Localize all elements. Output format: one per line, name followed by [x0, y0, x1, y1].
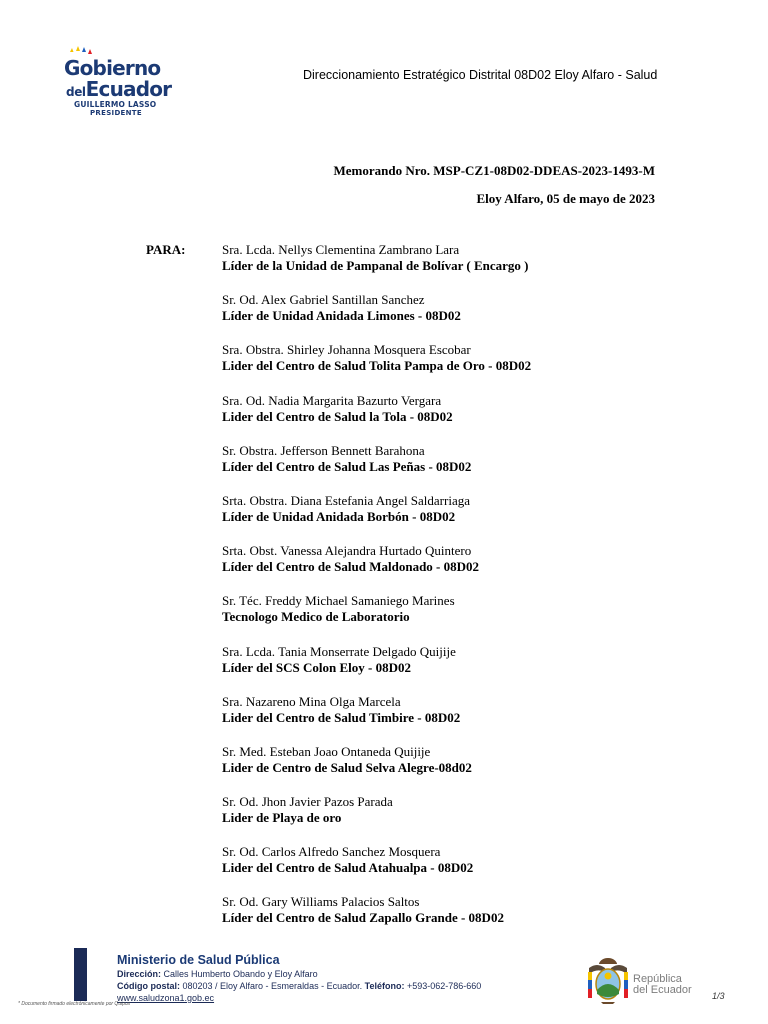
recipient-name: Sr. Med. Esteban Joao Ontaneda Quijije: [222, 743, 431, 759]
recipient-name: Sra. Lcda. Nellys Clementina Zambrano Lara: [222, 242, 460, 257]
recipient-title: Líder de la Unidad de Pampanal de Bolívar ( Encargo ): [222, 258, 529, 273]
recipient-item: [222, 644, 702, 694]
footer-accent-bar: [74, 948, 87, 1001]
recipient-item: [222, 242, 702, 292]
footer-address: Dirección: Calles Humberto Obando y Eloy Alfaro: [117, 969, 318, 979]
recipient-item: [222, 694, 702, 744]
footer-postal-phone: Código postal: 080203 / Eloy Alfaro - Esmeraldas - Ecuador. Teléfono: +593-062-786-660: [117, 981, 482, 991]
recipient-name: Sr. Od. Jhon Javier Pazos Parada: [222, 794, 393, 810]
recipient-item: [222, 493, 702, 543]
recipient-name: Srta. Obstra. Diana Estefania Angel Saldarriaga: [222, 492, 470, 508]
gobierno-ecuador-logo: [60, 46, 176, 118]
recipient-item: [222, 393, 702, 443]
recipient-item: [222, 844, 702, 894]
recipient-name: Sr. Téc. Freddy Michael Samaniego Marines: [222, 593, 455, 609]
recipient-title: Tecnologo Medico de Laboratorio: [222, 609, 410, 625]
recipient-item: [222, 794, 702, 844]
recipient-list: [222, 242, 702, 945]
recipient-name: Sr. Obstra. Jefferson Bennett Barahona: [222, 442, 425, 458]
memo-date: Eloy Alfaro, 05 de mayo de 2023: [476, 191, 655, 206]
recipient-item: [222, 342, 702, 392]
recipient-name: Sr. Od. Gary Williams Palacios Saltos: [222, 894, 420, 910]
recipient-item: [222, 292, 702, 342]
recipient-name: Sr. Od. Alex Gabriel Santillan Sanchez: [222, 292, 425, 308]
logo-president-name: GUILLERMO LASSO: [74, 100, 157, 109]
recipient-name: Sra. Obstra. Shirley Johanna Mosquera Escobar: [222, 342, 471, 358]
para-label: PARA:: [146, 242, 186, 257]
recipient-title: Líder del Centro de Salud Las Peñas - 08D02: [222, 458, 472, 474]
recipient-title: Lider de Centro de Salud Selva Alegre-08d02: [222, 759, 472, 775]
recipient-title: Líder del Centro de Salud Zapallo Grande - 08D02: [222, 910, 504, 926]
memo-number: Memorando Nro. MSP-CZ1-08D02-DDEAS-2023-1493-M: [333, 163, 655, 178]
recipient-title: Líder de Unidad Anidada Limones - 08D02: [222, 308, 461, 324]
recipient-item: [222, 744, 702, 794]
recipient-name: Sra. Nazareno Mina Olga Marcela: [222, 693, 401, 709]
recipient-name: Sra. Od. Nadia Margarita Bazurto Vergara: [222, 392, 442, 408]
coat-of-arms-icon: [585, 956, 631, 1006]
recipient-item: [222, 894, 702, 944]
recipient-name: Srta. Obst. Vanessa Alejandra Hurtado Quintero: [222, 543, 472, 559]
logo-president-title: PRESIDENTE: [90, 109, 142, 117]
recipient-title: Líder de Unidad Anidada Borbón - 08D02: [222, 508, 456, 524]
logo-gobierno-text: Gobierno: [64, 56, 161, 80]
recipient-item: [222, 593, 702, 643]
recipient-title: Lider del Centro de Salud la Tola - 08D02: [222, 408, 453, 424]
recipient-name: Sr. Od. Carlos Alfredo Sanchez Mosquera: [222, 844, 441, 860]
footer-website-link[interactable]: www.saludzona1.gob.ec: [117, 993, 215, 1003]
footer-signature-note: * Documento firmado electrónicamente por Quipux: [18, 1001, 131, 1007]
recipient-title: Lider del Centro de Salud Atahualpa - 08D02: [222, 860, 474, 876]
recipient-title: Lider de Playa de oro: [222, 810, 342, 826]
page-number: 1/3: [712, 991, 725, 1001]
recipient-title: Lider del Centro de Salud Tolita Pampa de Oro - 08D02: [222, 358, 532, 374]
recipient-name: Sra. Lcda. Tania Monserrate Delgado Quijije: [222, 643, 456, 659]
recipient-title: Líder del Centro de Salud Maldonado - 08D02: [222, 559, 480, 575]
republica-del-ecuador-wordmark: República del Ecuador: [633, 973, 692, 996]
recipient-item: [222, 543, 702, 593]
recipient-title: Líder del SCS Colon Eloy - 08D02: [222, 659, 412, 675]
footer-ministry-name: Ministerio de Salud Pública: [117, 953, 280, 967]
header-title: Direccionamiento Estratégico Distrital 08D02 Eloy Alfaro - Salud: [303, 68, 658, 82]
recipient-title: Lider del Centro de Salud Timbire - 08D02: [222, 709, 461, 725]
recipient-item: [222, 443, 702, 493]
logo-ecuador-text: delEcuador: [66, 77, 172, 101]
